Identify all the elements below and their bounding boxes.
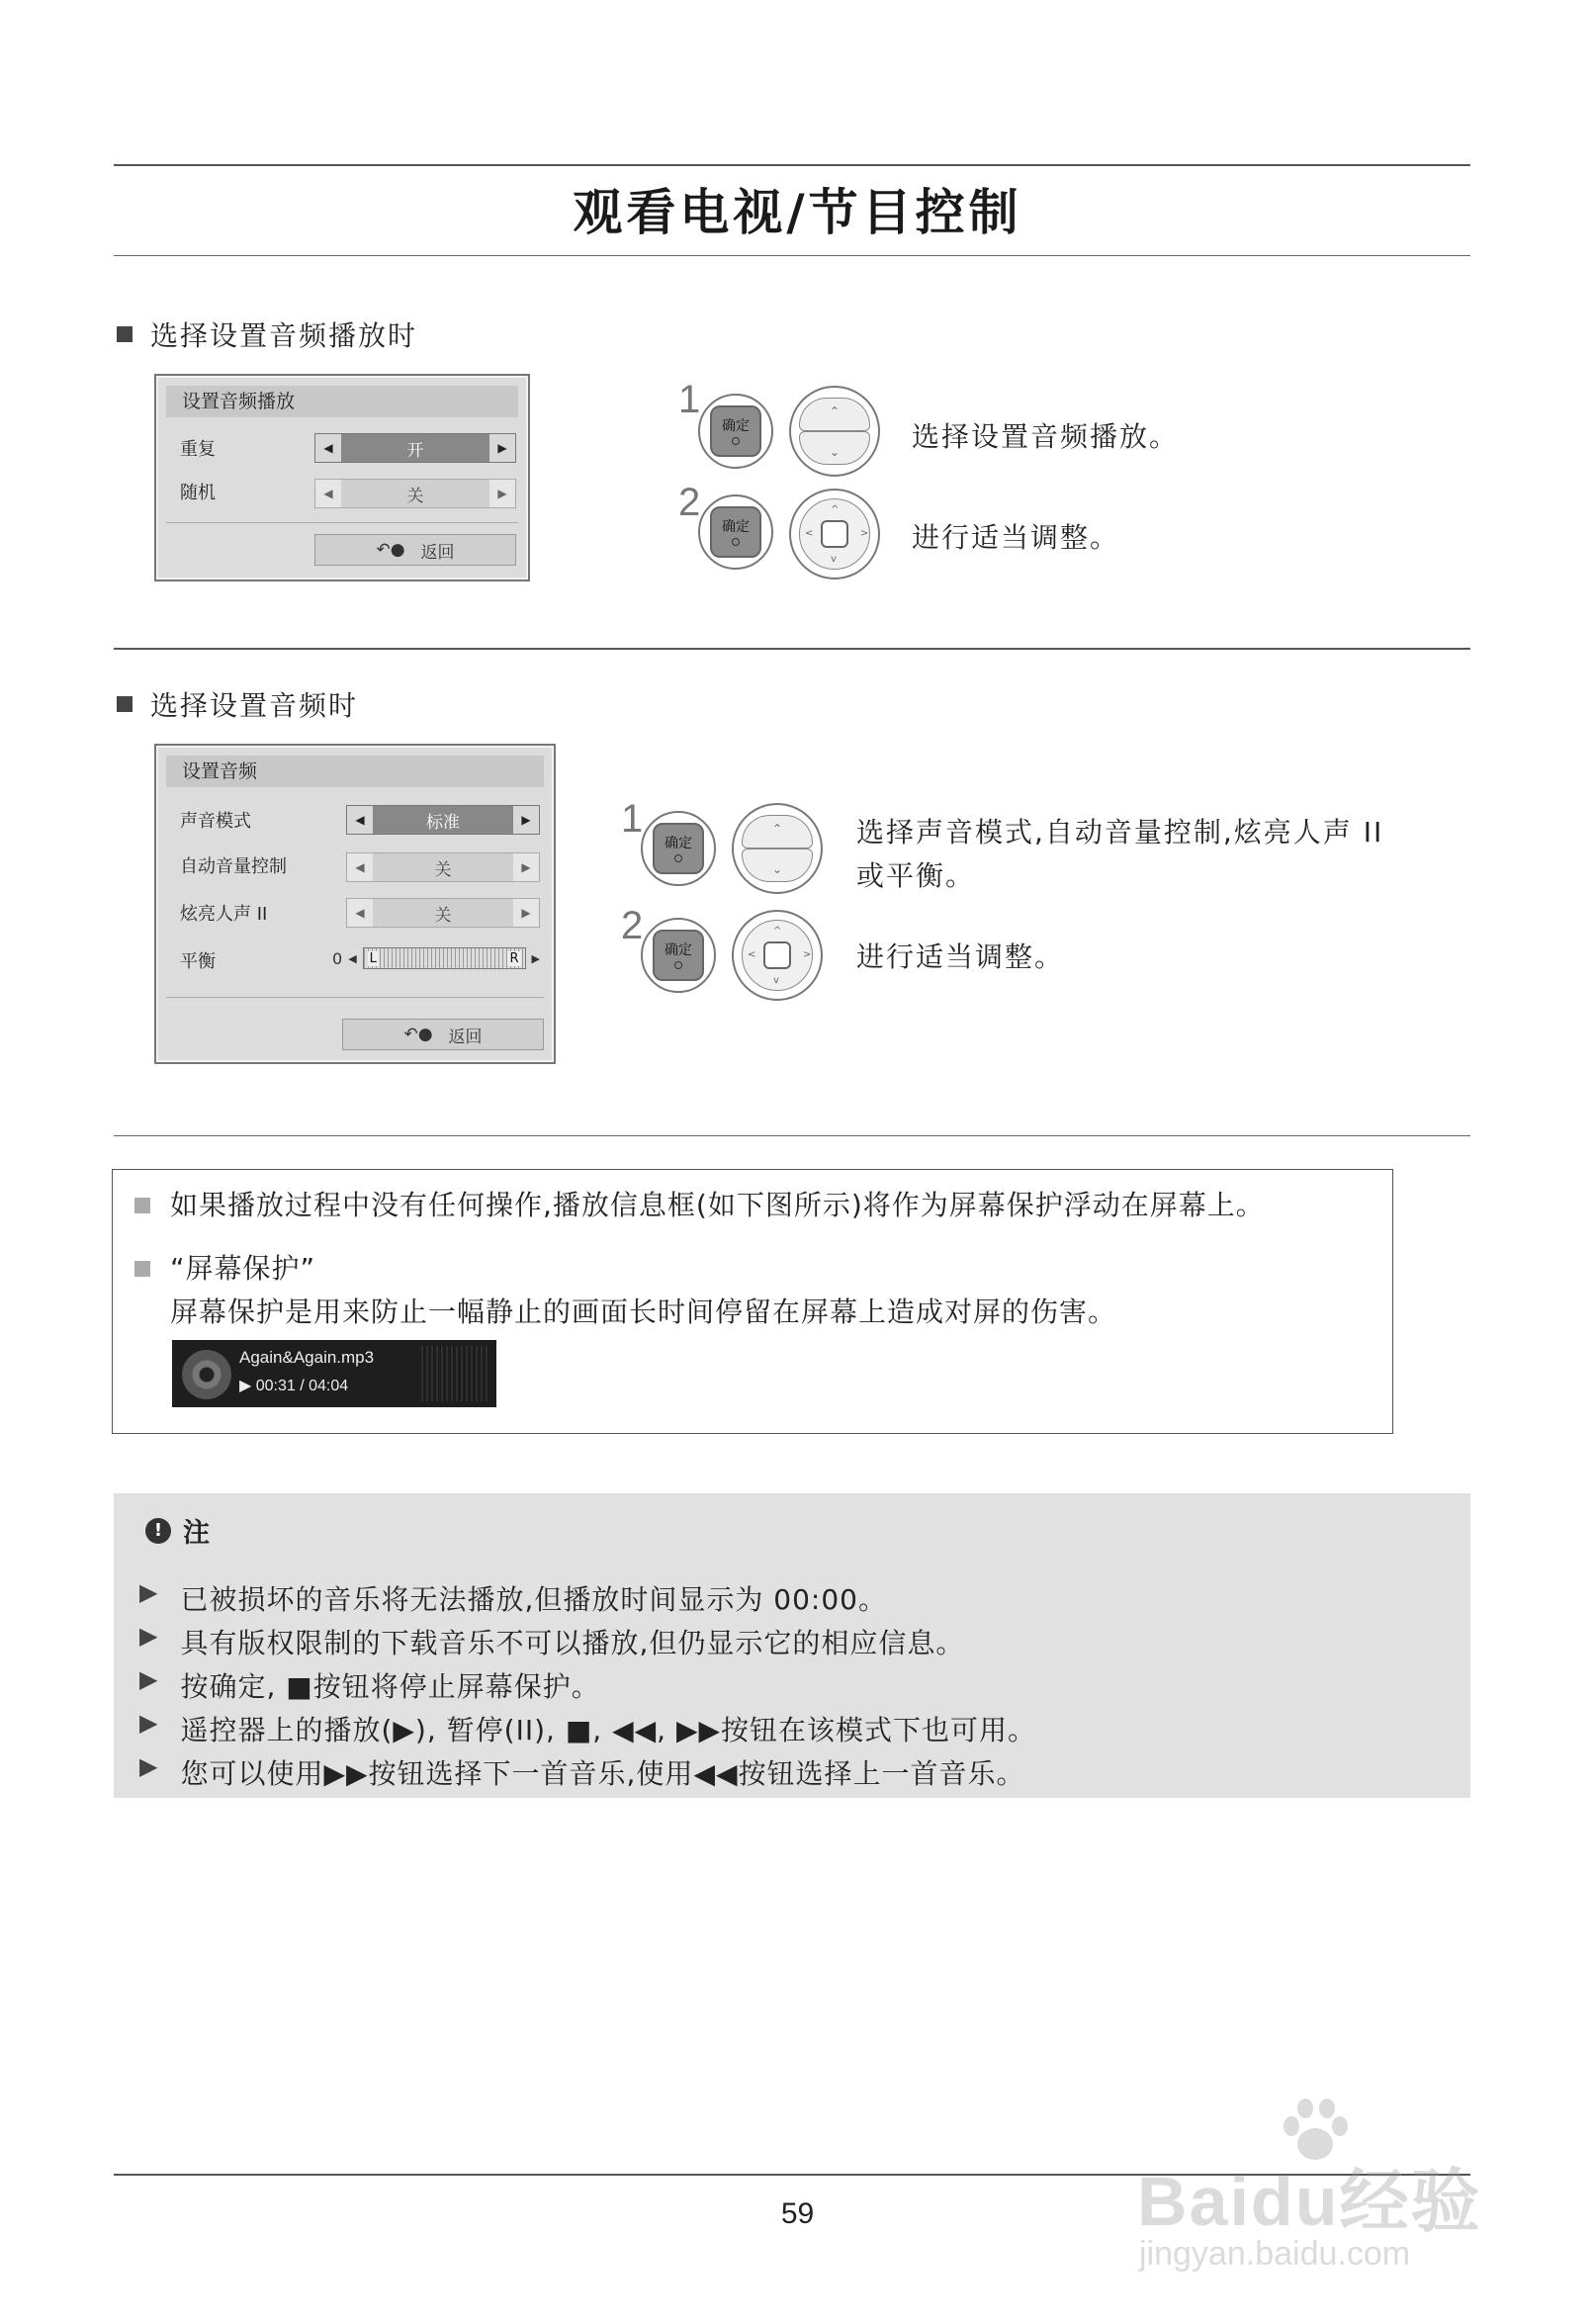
ok-dot-icon (732, 437, 740, 445)
menu-divider (166, 997, 544, 998)
right-arrow-icon[interactable]: ▶ (531, 951, 540, 965)
nav-center-icon (821, 520, 848, 548)
section-divider (114, 1135, 1470, 1136)
note-item: ▶ 具有版权限制的下载音乐不可以播放,但仍显示它的相应信息。 (139, 1622, 965, 1659)
playback-info-box (172, 1340, 496, 1407)
title-underline (114, 255, 1470, 256)
bullet-triangle-icon: ▶ (139, 1665, 159, 1693)
ok-button[interactable]: 确定 (641, 918, 716, 993)
nav-right-icon: > (803, 949, 812, 960)
right-arrow-icon[interactable]: ▶ (489, 480, 515, 507)
visualizer-pattern (421, 1346, 490, 1401)
left-arrow-icon[interactable]: ◀ (347, 853, 373, 881)
bullet-triangle-icon: ▶ (139, 1578, 159, 1606)
nav-left-icon: < (805, 528, 814, 539)
shuffle-selector[interactable]: ◀ 关 ▶ (314, 479, 516, 508)
return-icon: ↶● (376, 540, 405, 560)
chevron-down-icon[interactable]: ⌄ (742, 849, 813, 882)
menu-row-label: 随机 (180, 483, 216, 503)
bullet-square-icon (134, 1198, 150, 1213)
step-1-instruction: 选择声音模式,自动音量控制,炫亮人声 II 或平衡。 (856, 816, 1384, 892)
right-arrow-icon[interactable]: ▶ (489, 434, 515, 462)
ok-button[interactable]: 确定 (698, 394, 773, 469)
nav-down-icon: v (831, 554, 837, 565)
menu-row-label: 自动音量控制 (180, 856, 287, 877)
bullet-square-icon (134, 1261, 150, 1277)
nav-down-icon: v (773, 975, 779, 986)
track-filename: Again&Again.mp3 (239, 1348, 375, 1367)
navigation-button[interactable] (732, 910, 823, 1001)
ok-dot-icon (674, 854, 682, 862)
step-2-instruction: 进行适当调整。 (856, 940, 1065, 973)
nav-up-icon: ^ (831, 504, 840, 515)
baidu-watermark (1127, 2097, 1523, 2284)
screensaver-info-box (112, 1169, 1393, 1434)
return-icon: ↶● (403, 1025, 433, 1044)
clear-voice-selector[interactable]: ◀ 关 ▶ (346, 898, 540, 928)
notes-box (114, 1493, 1470, 1798)
menu-divider (166, 522, 518, 523)
top-rule (114, 164, 1470, 166)
step-number: 1 (621, 797, 644, 841)
play-settings-menu (154, 374, 530, 581)
step-number: 2 (621, 904, 644, 947)
right-arrow-icon[interactable]: ▶ (513, 806, 539, 834)
menu-title: 设置音频 (166, 756, 544, 787)
balance-control[interactable] (332, 943, 540, 973)
menu-row-label: 炫亮人声 II (180, 904, 268, 925)
chevron-down-icon[interactable]: ⌄ (799, 431, 870, 465)
audio-settings-menu (154, 744, 556, 1064)
note-item: ▶ 您可以使用▶▶按钮选择下一首音乐,使用◀◀按钮选择上一首音乐。 (139, 1752, 1025, 1790)
menu-row-label: 重复 (180, 439, 216, 460)
note-item: ▶ 遥控器上的播放(▶), 暂停(II), ■, ◀◀, ▶▶按钮在该模式下也可用。 (139, 1709, 1037, 1746)
note-item: ▶ 已被损坏的音乐将无法播放,但播放时间显示为 00:00。 (139, 1578, 887, 1616)
nav-right-icon: > (860, 528, 869, 539)
watermark-url: jingyan.baidu.com (1139, 2235, 1411, 2273)
page-title: 观看电视/节目控制 (573, 184, 1022, 241)
right-arrow-icon[interactable]: ▶ (513, 853, 539, 881)
left-arrow-icon[interactable]: ◀ (347, 899, 373, 927)
note-item: ▶ 按确定, ■按钮将停止屏幕保护。 (139, 1665, 600, 1703)
ok-dot-icon (674, 961, 682, 969)
left-arrow-icon[interactable]: ◀ (315, 480, 341, 507)
step-number: 2 (678, 481, 701, 524)
watermark-logo: Baidu经验 (1137, 2163, 1482, 2240)
repeat-selector[interactable]: ◀ 开 ▶ (314, 433, 516, 463)
back-button[interactable]: ↶● 返回 (314, 534, 516, 566)
balance-slider[interactable]: L R (363, 947, 526, 969)
step-2-instruction: 进行适当调整。 (912, 521, 1120, 554)
back-button[interactable]: ↶● 返回 (342, 1019, 544, 1050)
left-arrow-icon[interactable]: ◀ (348, 951, 357, 965)
section-audio-heading: 选择设置音频时 (117, 684, 358, 724)
page-number: 59 (780, 2197, 815, 2230)
menu-row-label: 声音模式 (180, 811, 251, 832)
step-1-instruction: 选择设置音频播放。 (912, 420, 1180, 453)
up-down-button[interactable] (789, 386, 880, 477)
bullet-triangle-icon: ▶ (139, 1622, 159, 1650)
bullet-square-icon (117, 326, 133, 342)
track-time: ▶ 00:31 / 04:04 (239, 1378, 349, 1394)
menu-title: 设置音频播放 (166, 386, 518, 417)
up-down-button[interactable] (732, 803, 823, 894)
cd-disc-icon (182, 1350, 231, 1399)
ok-button[interactable]: 确定 (698, 494, 773, 570)
step-number: 1 (678, 378, 701, 421)
exclamation-icon: ! (145, 1518, 171, 1544)
auto-volume-selector[interactable]: ◀ 关 ▶ (346, 852, 540, 882)
sound-mode-selector[interactable]: ◀ 标准 ▶ (346, 805, 540, 835)
bullet-square-icon (117, 696, 133, 712)
info-line-1: 如果播放过程中没有任何操作,播放信息框(如下图所示)将作为屏幕保护浮动在屏幕上。 (170, 1189, 1265, 1221)
section-divider (114, 648, 1470, 650)
left-arrow-icon[interactable]: ◀ (315, 434, 341, 462)
menu-row-label: 平衡 (180, 951, 216, 972)
nav-up-icon: ^ (773, 926, 782, 937)
left-arrow-icon[interactable]: ◀ (347, 806, 373, 834)
chevron-up-icon[interactable]: ⌃ (742, 815, 813, 849)
info-line-2-body: 屏幕保护是用来防止一幅静止的画面长时间停留在屏幕上造成对屏的伤害。 (170, 1296, 1117, 1328)
nav-left-icon: < (748, 949, 756, 960)
right-arrow-icon[interactable]: ▶ (513, 899, 539, 927)
ok-dot-icon (732, 538, 740, 546)
info-line-2-title: “屏幕保护” (170, 1252, 316, 1285)
nav-center-icon (763, 941, 791, 969)
balance-value: 0 (332, 948, 343, 968)
chevron-up-icon[interactable]: ⌃ (799, 398, 870, 431)
bullet-triangle-icon: ▶ (139, 1709, 159, 1737)
ok-button[interactable]: 确定 (641, 811, 716, 886)
bullet-triangle-icon: ▶ (139, 1752, 159, 1780)
section-play-heading: 选择设置音频播放时 (117, 314, 417, 354)
navigation-button[interactable] (789, 489, 880, 580)
notes-heading: ! 注 (145, 1511, 210, 1550)
